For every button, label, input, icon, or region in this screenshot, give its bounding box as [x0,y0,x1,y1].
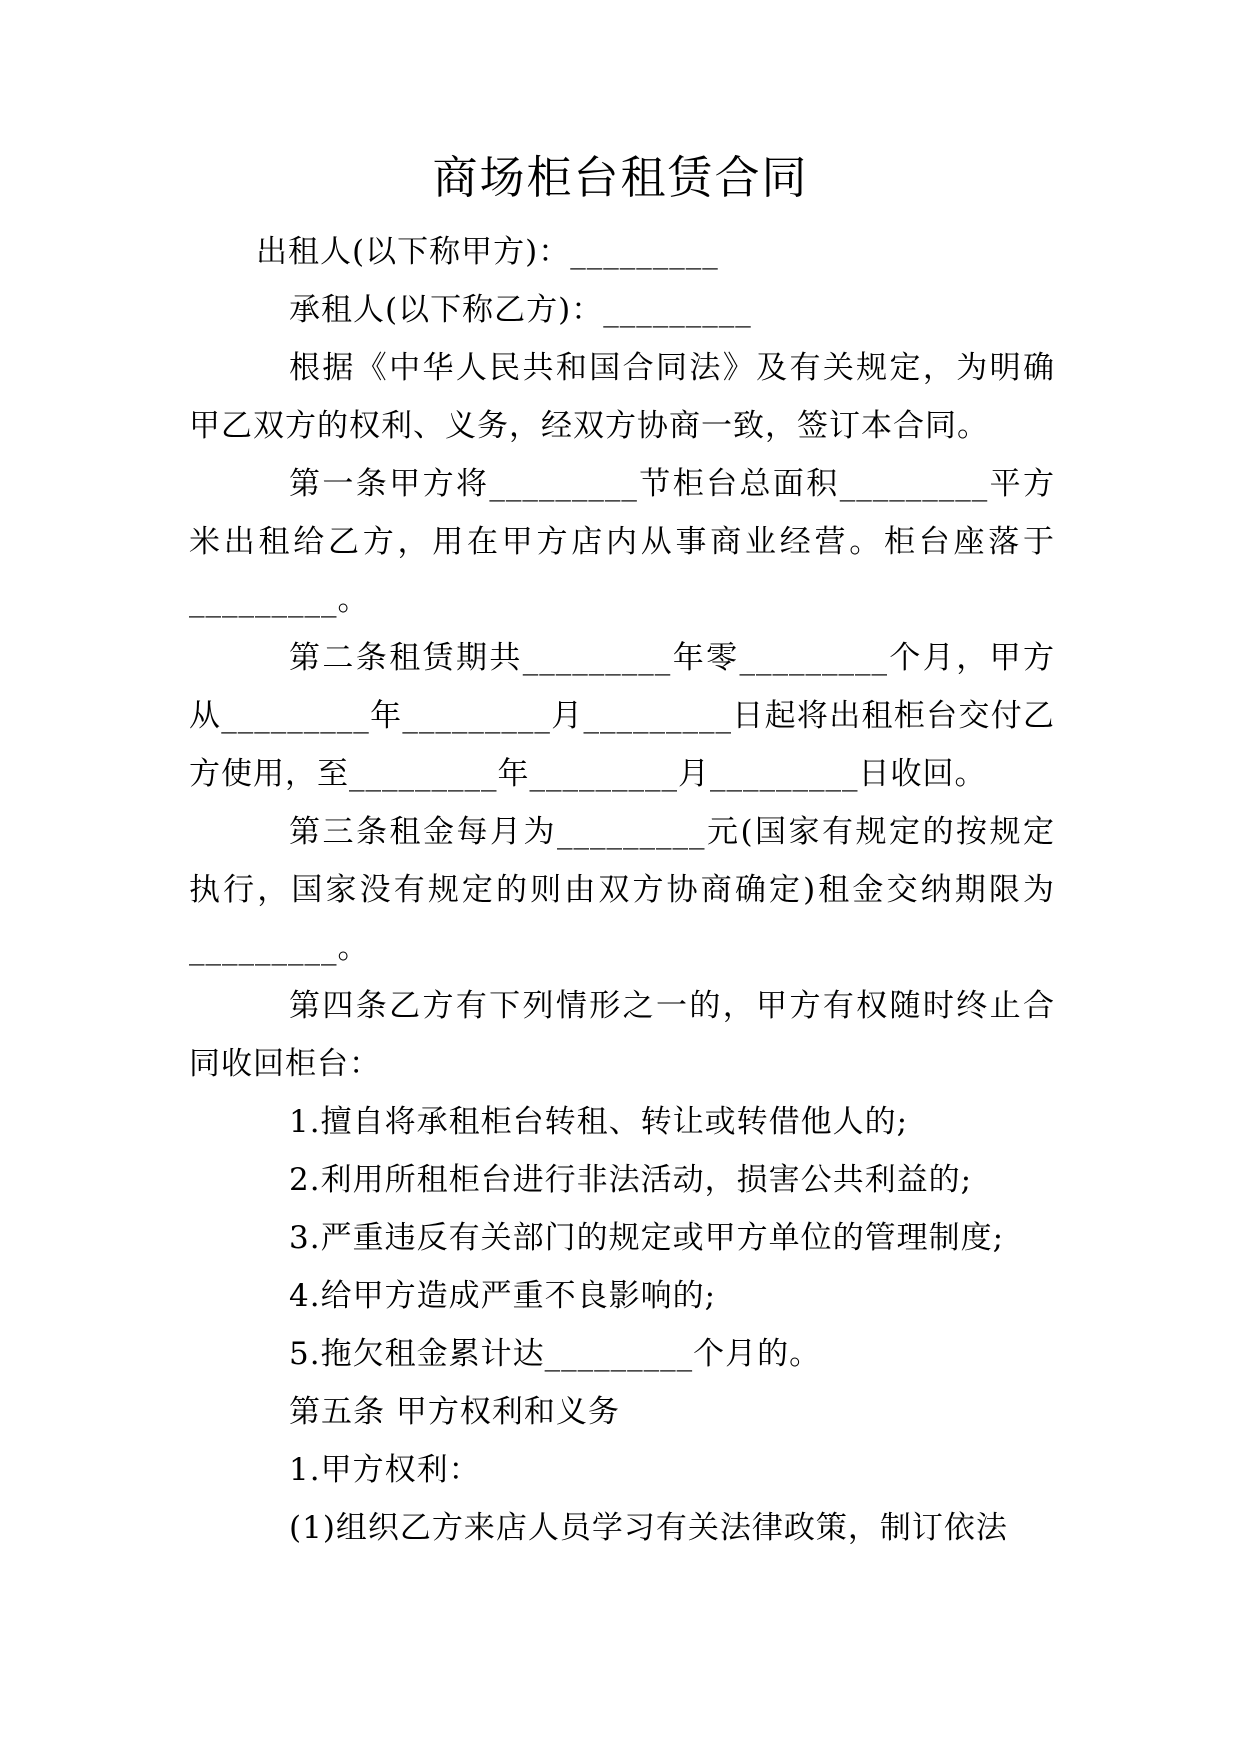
article-1-paragraph: 第一条甲方将_________节柜台总面积_________平方米出租给乙方，用在甲方店内从事商业经营。柜台座落于_________。 [189,466,1055,618]
article-4-item-4: 4.给甲方造成严重不良影响的; [289,1278,717,1314]
preamble-paragraph: 根据《中华人民共和国合同法》及有关规定，为明确甲乙双方的权利、义务，经双方协商一致，签订本合同。 [189,350,1055,444]
document-body [189,223,1055,1557]
article-4-paragraph: 第四条乙方有下列情形之一的，甲方有权随时终止合同收回柜台： [189,988,1055,1082]
lessor-rights-item-1: (1)组织乙方来店人员学习有关法律政策，制订依法 [289,1510,1008,1546]
article-4-item-2: 2.利用所租柜台进行非法活动，损害公共利益的; [289,1162,973,1198]
article-5-heading: 第五条 甲方权利和义务 [289,1394,620,1430]
lessor-rights-heading: 1.甲方权利： [289,1452,481,1488]
lessee-line: 承租人(以下称乙方)：_________ [289,292,752,328]
article-4-item-1: 1.擅自将承租柜台转租、转让或转借他人的; [289,1104,909,1140]
lessor-line: 出租人(以下称甲方)：_________ [256,234,719,270]
article-2-paragraph: 第二条租赁期共_________年零_________个月，甲方从_________年_________月_________日起将出租柜台交付乙方使用，至_________年_________月_________日收回。 [189,640,1055,792]
document-title: 商场柜台租赁合同 [432,151,809,204]
article-3-paragraph: 第三条租金每月为_________元(国家有规定的按规定执行，国家没有规定的则由双方协商确定)租金交纳期限为_________。 [189,814,1055,966]
article-4-item-3: 3.严重违反有关部门的规定或甲方单位的管理制度; [289,1220,1005,1256]
article-4-item-5: 5.拖欠租金累计达_________个月的。 [289,1336,822,1372]
